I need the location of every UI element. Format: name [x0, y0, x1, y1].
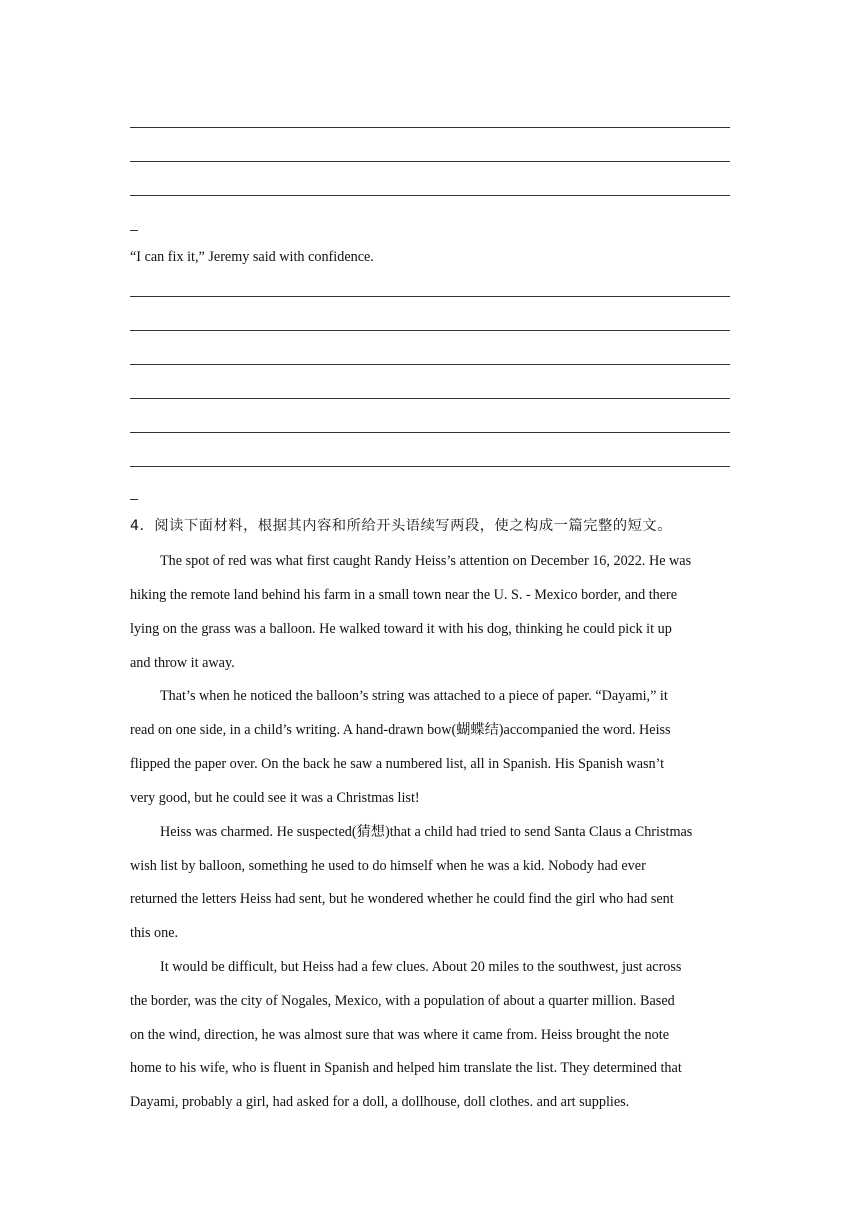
answer-line — [130, 398, 730, 399]
question-heading: 4．阅读下面材料，根据其内容和所给开头语续写两段，使之构成一篇完整的短文。 — [130, 518, 672, 534]
passage-line: It would be difficult, but Heiss had a few clues. About 20 miles to the southwest, just across — [160, 959, 682, 975]
passage-line: That’s when he noticed the balloon’s string was attached to a piece of paper. “Dayami,” it — [160, 688, 668, 704]
answer-line — [130, 330, 730, 331]
answer-line — [130, 127, 730, 128]
answer-line-end — [130, 230, 138, 231]
passage-line: The spot of red was what first caught Randy Heiss’s attention on December 16, 2022. He was — [160, 553, 692, 569]
passage-line: wish list by balloon, something he used to do himself when he was a kid. Nobody had ever — [130, 858, 646, 874]
passage-line: returned the letters Heiss had sent, but he wondered whether he could find the girl who had sent — [130, 891, 674, 907]
prompt-sentence: “I can fix it,” Jeremy said with confidence. — [130, 249, 374, 265]
answer-line — [130, 161, 730, 162]
passage-line: home to his wife, who is fluent in Spanish and helped him translate the list. They determined that — [130, 1060, 682, 1076]
passage-line: flipped the paper over. On the back he saw a numbered list, all in Spanish. His Spanish wasn’t — [130, 756, 665, 772]
answer-line — [130, 195, 730, 196]
passage-line: very good, but he could see it was a Christmas list! — [130, 790, 420, 806]
passage-line: lying on the grass was a balloon. He walked toward it with his dog, thinking he could pick it up — [130, 621, 672, 637]
passage-line: on the wind, direction, he was almost sure that was where it came from. Heiss brought the note — [130, 1027, 669, 1043]
answer-line — [130, 466, 730, 467]
passage-line: and throw it away. — [130, 655, 235, 671]
passage-line: Dayami, probably a girl, had asked for a doll, a dollhouse, doll clothes. and art supplies. — [130, 1094, 630, 1110]
passage-line: Heiss was charmed. He suspected(猜想)that a child had tried to send Santa Claus a Christmas — [160, 824, 693, 840]
passage-line: this one. — [130, 925, 179, 941]
answer-line — [130, 364, 730, 365]
passage-line: the border, was the city of Nogales, Mexico, with a population of about a quarter million. Based — [130, 993, 675, 1009]
passage-line: read on one side, in a child’s writing. A hand-drawn bow(蝴蝶结)accompanied the word. Heiss — [130, 722, 671, 738]
answer-line — [130, 296, 730, 297]
passage-line: hiking the remote land behind his farm in a small town near the U. S. - Mexico border, and there — [130, 587, 678, 603]
answer-line — [130, 432, 730, 433]
answer-line-end — [130, 499, 138, 500]
